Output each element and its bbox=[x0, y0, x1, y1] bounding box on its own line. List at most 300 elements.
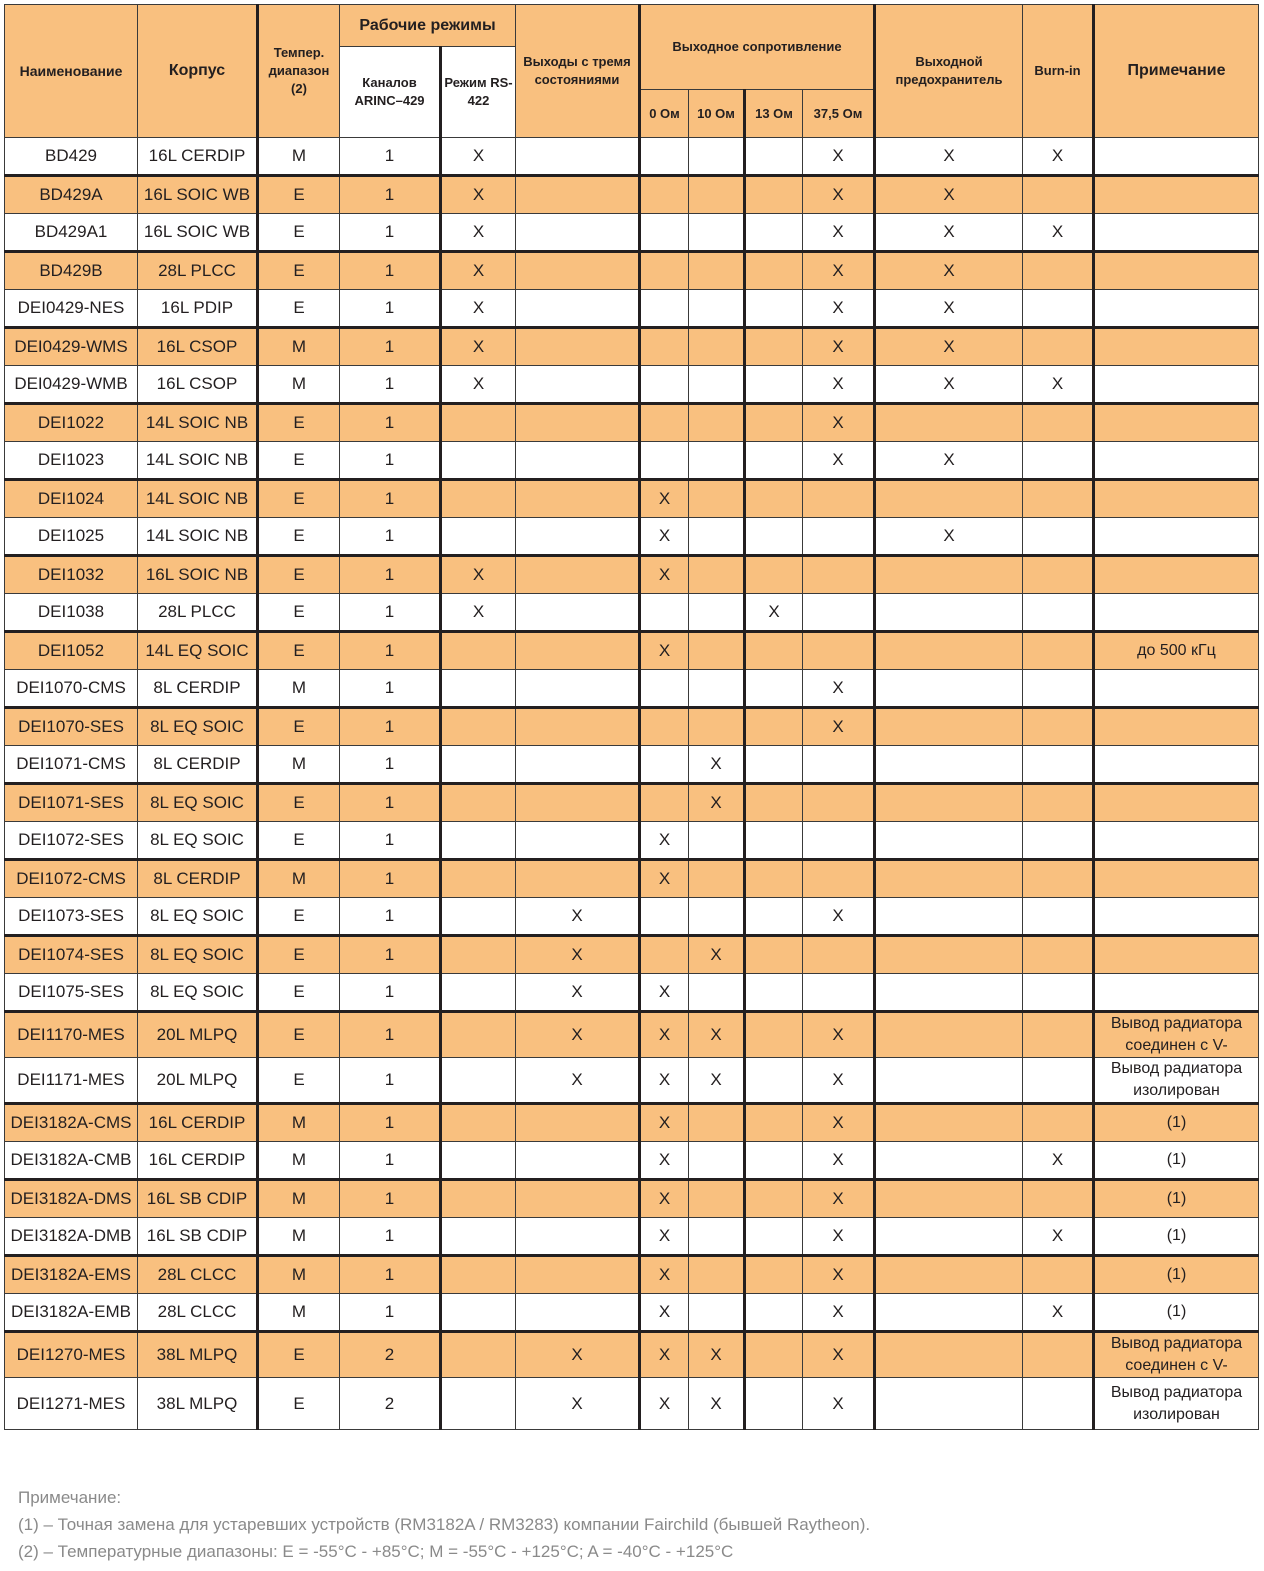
cell-temp: E bbox=[258, 1012, 340, 1058]
cell-r37: X bbox=[803, 404, 875, 442]
cell-fuse bbox=[875, 1142, 1023, 1180]
cell-temp: M bbox=[258, 1256, 340, 1294]
cell-r10 bbox=[689, 974, 745, 1012]
cell-r13 bbox=[745, 1058, 803, 1104]
table-row bbox=[5, 328, 1259, 366]
cell-name: DEI3182A-DMB bbox=[5, 1218, 138, 1256]
cell-r10 bbox=[689, 404, 745, 442]
cell-fuse: X bbox=[875, 290, 1023, 328]
cell-rs422: X bbox=[441, 214, 516, 252]
cell-fuse bbox=[875, 1332, 1023, 1378]
cell-r13 bbox=[745, 252, 803, 290]
table-row bbox=[5, 822, 1259, 860]
cell-note bbox=[1094, 138, 1259, 176]
header-name: Наименование bbox=[5, 5, 138, 138]
cell-fuse bbox=[875, 480, 1023, 518]
header-package: Корпус bbox=[138, 5, 258, 138]
cell-fuse bbox=[875, 404, 1023, 442]
cell-fuse bbox=[875, 784, 1023, 822]
cell-channels: 1 bbox=[340, 214, 441, 252]
cell-name: DEI1074-SES bbox=[5, 936, 138, 974]
cell-r13 bbox=[745, 328, 803, 366]
cell-tristate bbox=[516, 784, 640, 822]
cell-tristate bbox=[516, 1142, 640, 1180]
cell-name: BD429 bbox=[5, 138, 138, 176]
cell-tristate: X bbox=[516, 1378, 640, 1430]
cell-temp: M bbox=[258, 1104, 340, 1142]
cell-channels: 1 bbox=[340, 822, 441, 860]
cell-burnin: X bbox=[1023, 1142, 1094, 1180]
cell-burnin bbox=[1023, 556, 1094, 594]
cell-r37: X bbox=[803, 214, 875, 252]
table-row bbox=[5, 1256, 1259, 1294]
cell-burnin bbox=[1023, 936, 1094, 974]
cell-tristate: X bbox=[516, 898, 640, 936]
cell-r0: X bbox=[640, 1332, 689, 1378]
cell-package: 14L EQ SOIC bbox=[138, 632, 258, 670]
header-tristate: Выходы с тремя состояниями bbox=[516, 5, 640, 138]
cell-tristate bbox=[516, 556, 640, 594]
cell-rs422 bbox=[441, 898, 516, 936]
cell-r13 bbox=[745, 1142, 803, 1180]
cell-name: BD429A bbox=[5, 176, 138, 214]
cell-fuse bbox=[875, 1104, 1023, 1142]
footnote-title: Примечание: bbox=[18, 1488, 122, 1507]
cell-r10 bbox=[689, 480, 745, 518]
cell-note bbox=[1094, 328, 1259, 366]
cell-rs422 bbox=[441, 974, 516, 1012]
cell-note bbox=[1094, 974, 1259, 1012]
cell-rs422 bbox=[441, 518, 516, 556]
cell-name: DEI1025 bbox=[5, 518, 138, 556]
cell-tristate bbox=[516, 1104, 640, 1142]
cell-burnin bbox=[1023, 594, 1094, 632]
cell-r37: X bbox=[803, 1218, 875, 1256]
cell-fuse: X bbox=[875, 214, 1023, 252]
cell-temp: E bbox=[258, 404, 340, 442]
cell-r10 bbox=[689, 290, 745, 328]
cell-r13 bbox=[745, 670, 803, 708]
cell-burnin bbox=[1023, 1012, 1094, 1058]
cell-rs422: X bbox=[441, 556, 516, 594]
cell-package: 16L PDIP bbox=[138, 290, 258, 328]
cell-note: (1) bbox=[1094, 1142, 1259, 1180]
cell-r37: X bbox=[803, 670, 875, 708]
cell-temp: M bbox=[258, 366, 340, 404]
cell-r0 bbox=[640, 328, 689, 366]
cell-package: 14L SOIC NB bbox=[138, 442, 258, 480]
cell-fuse bbox=[875, 974, 1023, 1012]
cell-channels: 1 bbox=[340, 860, 441, 898]
cell-package: 14L SOIC NB bbox=[138, 480, 258, 518]
cell-note bbox=[1094, 708, 1259, 746]
cell-r0: X bbox=[640, 1378, 689, 1430]
cell-fuse: X bbox=[875, 366, 1023, 404]
cell-r10 bbox=[689, 860, 745, 898]
cell-rs422 bbox=[441, 1180, 516, 1218]
cell-burnin bbox=[1023, 822, 1094, 860]
cell-r10 bbox=[689, 1142, 745, 1180]
cell-note: (1) bbox=[1094, 1180, 1259, 1218]
cell-channels: 1 bbox=[340, 784, 441, 822]
cell-fuse bbox=[875, 1256, 1023, 1294]
cell-r37 bbox=[803, 632, 875, 670]
cell-rs422 bbox=[441, 1058, 516, 1104]
cell-fuse: X bbox=[875, 442, 1023, 480]
cell-channels: 1 bbox=[340, 974, 441, 1012]
cell-r0: X bbox=[640, 1012, 689, 1058]
cell-r0: X bbox=[640, 1180, 689, 1218]
cell-name: DEI1072-SES bbox=[5, 822, 138, 860]
cell-r37: X bbox=[803, 1142, 875, 1180]
cell-fuse bbox=[875, 898, 1023, 936]
cell-tristate bbox=[516, 822, 640, 860]
table-row bbox=[5, 1294, 1259, 1332]
cell-fuse: X bbox=[875, 138, 1023, 176]
cell-tristate bbox=[516, 670, 640, 708]
cell-temp: E bbox=[258, 1378, 340, 1430]
cell-r0 bbox=[640, 708, 689, 746]
table-row bbox=[5, 898, 1259, 936]
cell-package: 20L MLPQ bbox=[138, 1058, 258, 1104]
cell-channels: 1 bbox=[340, 1012, 441, 1058]
cell-temp: E bbox=[258, 214, 340, 252]
cell-rs422 bbox=[441, 442, 516, 480]
cell-burnin: X bbox=[1023, 214, 1094, 252]
cell-package: 16L SOIC WB bbox=[138, 214, 258, 252]
table-row bbox=[5, 138, 1259, 176]
cell-name: DEI1072-CMS bbox=[5, 860, 138, 898]
table-row bbox=[5, 974, 1259, 1012]
cell-tristate bbox=[516, 252, 640, 290]
cell-channels: 1 bbox=[340, 556, 441, 594]
table-row bbox=[5, 594, 1259, 632]
cell-channels: 1 bbox=[340, 404, 441, 442]
cell-name: DEI1022 bbox=[5, 404, 138, 442]
cell-temp: M bbox=[258, 138, 340, 176]
product-table bbox=[4, 4, 1259, 1430]
cell-r10 bbox=[689, 708, 745, 746]
cell-r37: X bbox=[803, 290, 875, 328]
cell-package: 8L EQ SOIC bbox=[138, 974, 258, 1012]
cell-tristate bbox=[516, 746, 640, 784]
cell-burnin bbox=[1023, 1256, 1094, 1294]
table-row bbox=[5, 442, 1259, 480]
cell-temp: E bbox=[258, 556, 340, 594]
cell-fuse bbox=[875, 632, 1023, 670]
table-row bbox=[5, 404, 1259, 442]
cell-package: 14L SOIC NB bbox=[138, 404, 258, 442]
cell-rs422 bbox=[441, 1332, 516, 1378]
cell-fuse bbox=[875, 670, 1023, 708]
footnotes bbox=[18, 1484, 870, 1565]
cell-channels: 1 bbox=[340, 1142, 441, 1180]
cell-r13 bbox=[745, 366, 803, 404]
cell-r10 bbox=[689, 1218, 745, 1256]
cell-package: 14L SOIC NB bbox=[138, 518, 258, 556]
cell-tristate bbox=[516, 1180, 640, 1218]
cell-note bbox=[1094, 290, 1259, 328]
cell-rs422 bbox=[441, 404, 516, 442]
cell-r10 bbox=[689, 822, 745, 860]
cell-note: (1) bbox=[1094, 1256, 1259, 1294]
cell-note: до 500 кГц bbox=[1094, 632, 1259, 670]
cell-rs422 bbox=[441, 1012, 516, 1058]
cell-temp: E bbox=[258, 898, 340, 936]
cell-tristate bbox=[516, 404, 640, 442]
cell-channels: 1 bbox=[340, 290, 441, 328]
cell-note bbox=[1094, 518, 1259, 556]
cell-name: DEI1070-CMS bbox=[5, 670, 138, 708]
cell-note bbox=[1094, 784, 1259, 822]
cell-tristate: X bbox=[516, 1012, 640, 1058]
cell-channels: 1 bbox=[340, 708, 441, 746]
cell-temp: M bbox=[258, 1180, 340, 1218]
cell-package: 8L EQ SOIC bbox=[138, 784, 258, 822]
cell-package: 28L PLCC bbox=[138, 252, 258, 290]
cell-r13 bbox=[745, 442, 803, 480]
cell-r10 bbox=[689, 594, 745, 632]
table-row bbox=[5, 290, 1259, 328]
cell-temp: E bbox=[258, 442, 340, 480]
cell-name: DEI1032 bbox=[5, 556, 138, 594]
cell-r0 bbox=[640, 442, 689, 480]
cell-note: Вывод радиатора изолирован bbox=[1094, 1058, 1259, 1104]
cell-r0 bbox=[640, 898, 689, 936]
cell-package: 8L EQ SOIC bbox=[138, 936, 258, 974]
cell-package: 28L CLCC bbox=[138, 1256, 258, 1294]
cell-rs422: X bbox=[441, 290, 516, 328]
cell-rs422: X bbox=[441, 176, 516, 214]
cell-r37 bbox=[803, 480, 875, 518]
table-row bbox=[5, 784, 1259, 822]
cell-r0: X bbox=[640, 480, 689, 518]
cell-temp: M bbox=[258, 1218, 340, 1256]
cell-channels: 2 bbox=[340, 1332, 441, 1378]
cell-r37: X bbox=[803, 1294, 875, 1332]
cell-r0: X bbox=[640, 860, 689, 898]
cell-fuse bbox=[875, 746, 1023, 784]
footnote-2: (2) – Температурные диапазоны: E = -55°C - +85°C; M = -55°C - +125°C; A = -40°C - +125°C bbox=[18, 1542, 734, 1561]
cell-r10 bbox=[689, 1256, 745, 1294]
cell-r37: X bbox=[803, 366, 875, 404]
cell-r13 bbox=[745, 290, 803, 328]
table-row bbox=[5, 214, 1259, 252]
cell-name: DEI1270-MES bbox=[5, 1332, 138, 1378]
cell-tristate: X bbox=[516, 1332, 640, 1378]
cell-tristate bbox=[516, 442, 640, 480]
cell-fuse bbox=[875, 1058, 1023, 1104]
cell-r0: X bbox=[640, 1058, 689, 1104]
cell-fuse bbox=[875, 860, 1023, 898]
cell-r37: X bbox=[803, 1180, 875, 1218]
cell-temp: M bbox=[258, 1294, 340, 1332]
cell-r10 bbox=[689, 556, 745, 594]
cell-name: DEI0429-WMB bbox=[5, 366, 138, 404]
cell-r10 bbox=[689, 138, 745, 176]
table-row bbox=[5, 1012, 1259, 1058]
cell-r37 bbox=[803, 556, 875, 594]
cell-r37 bbox=[803, 860, 875, 898]
cell-rs422 bbox=[441, 708, 516, 746]
cell-r13 bbox=[745, 1256, 803, 1294]
header-resistance: Выходное сопротивление bbox=[640, 5, 875, 90]
cell-tristate bbox=[516, 860, 640, 898]
cell-package: 8L EQ SOIC bbox=[138, 822, 258, 860]
cell-r10 bbox=[689, 442, 745, 480]
cell-temp: E bbox=[258, 176, 340, 214]
cell-rs422: X bbox=[441, 138, 516, 176]
cell-note bbox=[1094, 670, 1259, 708]
cell-package: 16L SOIC WB bbox=[138, 176, 258, 214]
cell-note bbox=[1094, 860, 1259, 898]
cell-r37: X bbox=[803, 1104, 875, 1142]
cell-r0 bbox=[640, 138, 689, 176]
cell-temp: E bbox=[258, 936, 340, 974]
cell-rs422 bbox=[441, 1142, 516, 1180]
cell-burnin bbox=[1023, 1104, 1094, 1142]
cell-temp: M bbox=[258, 860, 340, 898]
cell-rs422 bbox=[441, 1294, 516, 1332]
cell-note bbox=[1094, 252, 1259, 290]
table-row bbox=[5, 556, 1259, 594]
cell-package: 16L SB CDIP bbox=[138, 1218, 258, 1256]
cell-fuse bbox=[875, 594, 1023, 632]
cell-temp: E bbox=[258, 822, 340, 860]
cell-r10: X bbox=[689, 936, 745, 974]
cell-name: DEI1071-CMS bbox=[5, 746, 138, 784]
cell-r10 bbox=[689, 252, 745, 290]
table-row bbox=[5, 860, 1259, 898]
cell-burnin bbox=[1023, 1180, 1094, 1218]
cell-r37 bbox=[803, 784, 875, 822]
cell-r37: X bbox=[803, 1012, 875, 1058]
cell-temp: E bbox=[258, 518, 340, 556]
cell-r13 bbox=[745, 1180, 803, 1218]
cell-fuse bbox=[875, 822, 1023, 860]
header-rs422: Режим RS-422 bbox=[441, 47, 516, 138]
cell-fuse: X bbox=[875, 252, 1023, 290]
cell-tristate bbox=[516, 290, 640, 328]
table-row bbox=[5, 670, 1259, 708]
cell-note bbox=[1094, 594, 1259, 632]
cell-name: DEI1073-SES bbox=[5, 898, 138, 936]
cell-name: DEI3182A-CMS bbox=[5, 1104, 138, 1142]
table-row bbox=[5, 1142, 1259, 1180]
cell-rs422 bbox=[441, 936, 516, 974]
cell-channels: 1 bbox=[340, 632, 441, 670]
header-fuse: Выходной предохранитель bbox=[875, 5, 1023, 138]
cell-channels: 1 bbox=[340, 1180, 441, 1218]
cell-r13 bbox=[745, 518, 803, 556]
cell-r37: X bbox=[803, 176, 875, 214]
cell-burnin bbox=[1023, 708, 1094, 746]
cell-rs422 bbox=[441, 1218, 516, 1256]
header-modes: Рабочие режимы bbox=[340, 5, 516, 47]
cell-burnin bbox=[1023, 252, 1094, 290]
cell-channels: 1 bbox=[340, 1218, 441, 1256]
cell-r0: X bbox=[640, 518, 689, 556]
cell-burnin bbox=[1023, 442, 1094, 480]
cell-channels: 1 bbox=[340, 176, 441, 214]
cell-r37 bbox=[803, 822, 875, 860]
table-row bbox=[5, 746, 1259, 784]
cell-r13 bbox=[745, 176, 803, 214]
cell-burnin: X bbox=[1023, 1218, 1094, 1256]
cell-r10 bbox=[689, 366, 745, 404]
cell-package: 16L CSOP bbox=[138, 328, 258, 366]
cell-r0 bbox=[640, 252, 689, 290]
cell-burnin bbox=[1023, 1332, 1094, 1378]
cell-tristate bbox=[516, 632, 640, 670]
table-row bbox=[5, 252, 1259, 290]
cell-rs422 bbox=[441, 784, 516, 822]
header-burnin: Burn-in bbox=[1023, 5, 1094, 138]
footnote-1: (1) – Точная замена для устаревших устройств (RM3182A / RM3283) компании Fairchild (бывшей Raytheon). bbox=[18, 1515, 871, 1534]
cell-note bbox=[1094, 936, 1259, 974]
cell-package: 28L CLCC bbox=[138, 1294, 258, 1332]
cell-fuse: X bbox=[875, 518, 1023, 556]
cell-burnin bbox=[1023, 176, 1094, 214]
cell-r37: X bbox=[803, 1256, 875, 1294]
cell-temp: M bbox=[258, 328, 340, 366]
cell-rs422: X bbox=[441, 328, 516, 366]
cell-temp: E bbox=[258, 252, 340, 290]
header-note: Примечание bbox=[1094, 5, 1259, 138]
cell-channels: 1 bbox=[340, 328, 441, 366]
cell-name: DEI3182A-EMB bbox=[5, 1294, 138, 1332]
cell-r13 bbox=[745, 860, 803, 898]
table-row bbox=[5, 1378, 1259, 1430]
cell-name: DEI1024 bbox=[5, 480, 138, 518]
cell-fuse bbox=[875, 936, 1023, 974]
header-channels: Каналов ARINC–429 bbox=[340, 47, 441, 138]
cell-note: (1) bbox=[1094, 1294, 1259, 1332]
cell-rs422: X bbox=[441, 252, 516, 290]
cell-burnin bbox=[1023, 974, 1094, 1012]
cell-r13 bbox=[745, 822, 803, 860]
cell-tristate bbox=[516, 594, 640, 632]
cell-burnin bbox=[1023, 632, 1094, 670]
cell-note bbox=[1094, 176, 1259, 214]
cell-r10: X bbox=[689, 1332, 745, 1378]
cell-name: DEI3182A-DMS bbox=[5, 1180, 138, 1218]
cell-name: DEI1271-MES bbox=[5, 1378, 138, 1430]
cell-r37: X bbox=[803, 138, 875, 176]
cell-r37: X bbox=[803, 898, 875, 936]
cell-r10 bbox=[689, 898, 745, 936]
cell-note: Вывод радиатора соединен с V- bbox=[1094, 1012, 1259, 1058]
cell-rs422: X bbox=[441, 366, 516, 404]
cell-r0 bbox=[640, 214, 689, 252]
cell-r13 bbox=[745, 974, 803, 1012]
table-row bbox=[5, 366, 1259, 404]
cell-tristate bbox=[516, 366, 640, 404]
cell-r13 bbox=[745, 404, 803, 442]
cell-fuse bbox=[875, 1012, 1023, 1058]
cell-fuse bbox=[875, 708, 1023, 746]
table-row bbox=[5, 480, 1259, 518]
cell-burnin bbox=[1023, 1378, 1094, 1430]
header-r10: 10 Ом bbox=[689, 90, 745, 138]
cell-name: BD429B bbox=[5, 252, 138, 290]
cell-name: BD429A1 bbox=[5, 214, 138, 252]
cell-tristate: X bbox=[516, 936, 640, 974]
cell-channels: 1 bbox=[340, 252, 441, 290]
cell-temp: E bbox=[258, 974, 340, 1012]
cell-r13 bbox=[745, 1104, 803, 1142]
cell-r10: X bbox=[689, 784, 745, 822]
